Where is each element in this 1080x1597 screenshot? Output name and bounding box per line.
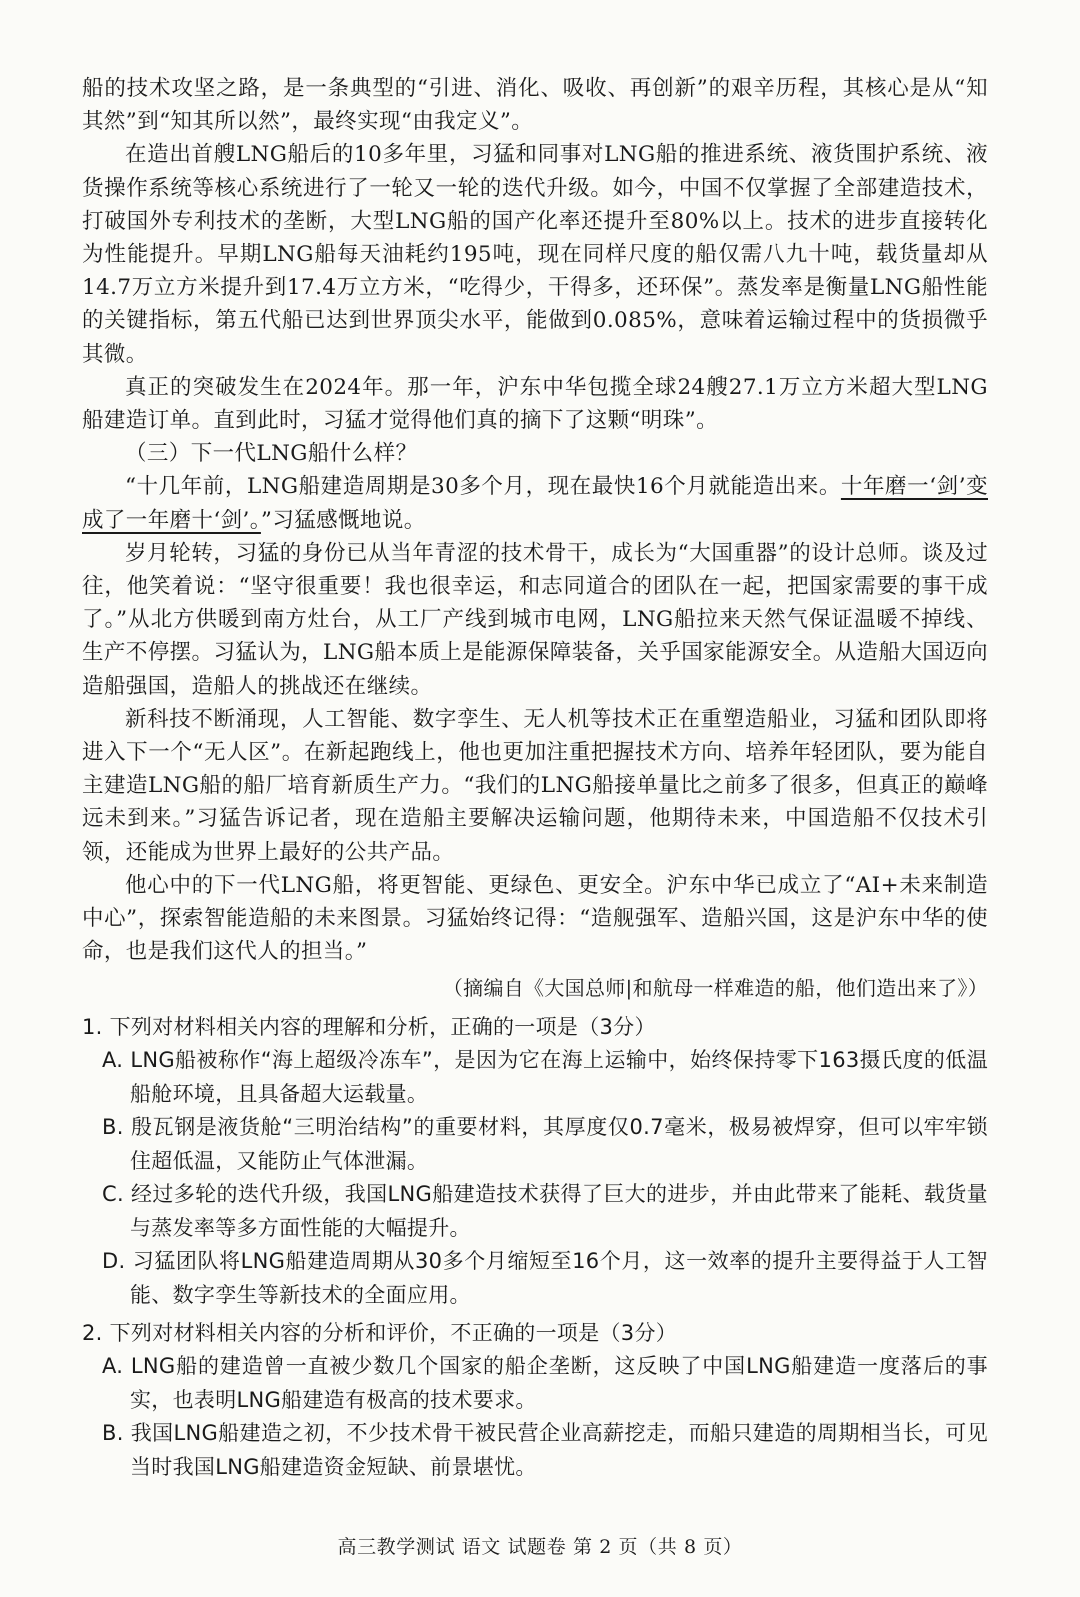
section-3-title: （三）下一代LNG船什么样？ — [125, 441, 418, 467]
question-2 — [82, 1316, 988, 1484]
option-b: B. 我国LNG船建造之初，不少技术骨干被民营企业高薪挖走，而船只建造的周期相当长，可见当时我国LNG船建造资金短缺、前景堪忧。 — [102, 1421, 988, 1479]
option-a: A. LNG船被称作“海上超级冷冻车”，是因为它在海上运输中，始终保持零下163摄氏度的低温船舱环境，且具备超大运载量。 — [102, 1048, 988, 1106]
question-stem: 1. 下列对材料相关内容的理解和分析，正确的一项是（3分） — [82, 1015, 656, 1040]
option-d: D. 习猛团队将LNG船建造周期从30多个月缩短至16个月，这一效率的提升主要得益于人工智能、数字孪生等新技术的全面应用。 — [102, 1249, 988, 1307]
article-source: （摘编自《大国总师|和航母一样难造的船，他们造出来了》） — [442, 976, 988, 1001]
option-a: A. LNG船的建造曾一直被少数几个国家的船企垄断，这反映了中国LNG船建造一度落后的事实，也表明LNG船建造有极高的技术要求。 — [102, 1354, 988, 1412]
paragraph-breakthrough: 真正的突破发生在2024年。那一年，沪东中华包揽全球24艘27.1万立方米超大型LNG船建造订单。直到此时，习猛才觉得他们真的摘下了这颗“明珠”。 — [82, 374, 988, 434]
option-b: B. 殷瓦钢是液货舱“三明治结构”的重要材料，其厚度仅0.7毫米，极易被焊穿，但可以牢牢锁住超低温，又能防止气体泄漏。 — [102, 1115, 988, 1173]
paragraph-intro: 船的技术攻坚之路，是一条典型的“引进、消化、吸收、再创新”的艰辛历程，其核心是从“知其然”到“知其所以然”，最终实现“由我定义”。 — [82, 76, 988, 135]
paragraph-iteration: 在造出首艘LNG船后的10多年里，习猛和同事对LNG船的推进系统、液货围护系统、液货操作系统等核心系统进行了一轮又一轮的迭代升级。如今，中国不仅掌握了全部建造技术，打破国外专利技术的垄断，大型LNG船的国产化率还提升至80%以上。技术的进步直接转化为性能提升。早期LNG船每天油耗约195吨，现在同样尺度的船仅需八九十吨，载货量却从14.7万立方米提升到17.4万立方米，“吃得少，干得多，还环保”。蒸发率是衡量LNG船性能的关键指标，第五代船已达到世界顶尖水平，能做到0.085%，意味着运输过程中的货损微乎其微。 — [82, 142, 988, 367]
question-1 — [82, 1010, 988, 1312]
paragraph-years: 岁月轮转，习猛的身份已从当年青涩的技术骨干，成长为“大国重器”的设计总师。谈及过往，他笑着说：“坚守很重要！我也很幸运，和志同道合的团队在一起，把国家需要的事干成了。”从北方供暖到南方灶台，从工厂产线到城市电网，LNG船拉来天然气保证温暖不掉线、生产不停摆。习猛认为，LNG船本质上是能源保障装备，关乎国家能源安全。从造船大国迈向造船强国，造船人的挑战还在继续。 — [82, 540, 988, 699]
quote-attribution: ”习猛感慨地说。 — [260, 507, 426, 533]
paragraph-new-tech: 新科技不断涌现，人工智能、数字孪生、无人机等技术正在重塑造船业，习猛和团队即将进入下一个“无人区”。在新起跑线上，他也更加注重把握技术方向、培养年轻团队，要为能自主建造LNG船的船厂培育新质生产力。“我们的LNG船接单量比之前多了很多，但真正的巅峰远未到来。”习猛告诉记者，现在造船主要解决运输问题，他期待未来，中国造船不仅技术引领，还能成为世界上最好的公共产品。 — [82, 706, 988, 865]
underlined-quote: 十年磨一‘剑’变成了一年磨十‘剑’。 — [82, 474, 988, 533]
question-stem: 2. 下列对材料相关内容的分析和评价，不正确的一项是（3分） — [82, 1321, 678, 1346]
page-footer: 高三教学测试 语文 试题卷 第 2 页（共 8 页） — [337, 1536, 743, 1558]
option-c: C. 经过多轮的迭代升级，我国LNG船建造技术获得了巨大的进步，并由此带来了能耗、载货量与蒸发率等多方面性能的大幅提升。 — [102, 1182, 988, 1240]
paragraph-future: 他心中的下一代LNG船，将更智能、更绿色、更安全。沪东中华已成立了“AI+未来制造中心”，探索智能造船的未来图景。习猛始终记得：“造舰强军、造船兴国，这是沪东中华的使命，也是我们这代人的担当。” — [82, 872, 988, 965]
quote-text: “十几年前，LNG船建造周期是30多个月，现在最快16个月就能造出来。 — [125, 474, 841, 500]
paragraph-quote — [82, 470, 988, 536]
